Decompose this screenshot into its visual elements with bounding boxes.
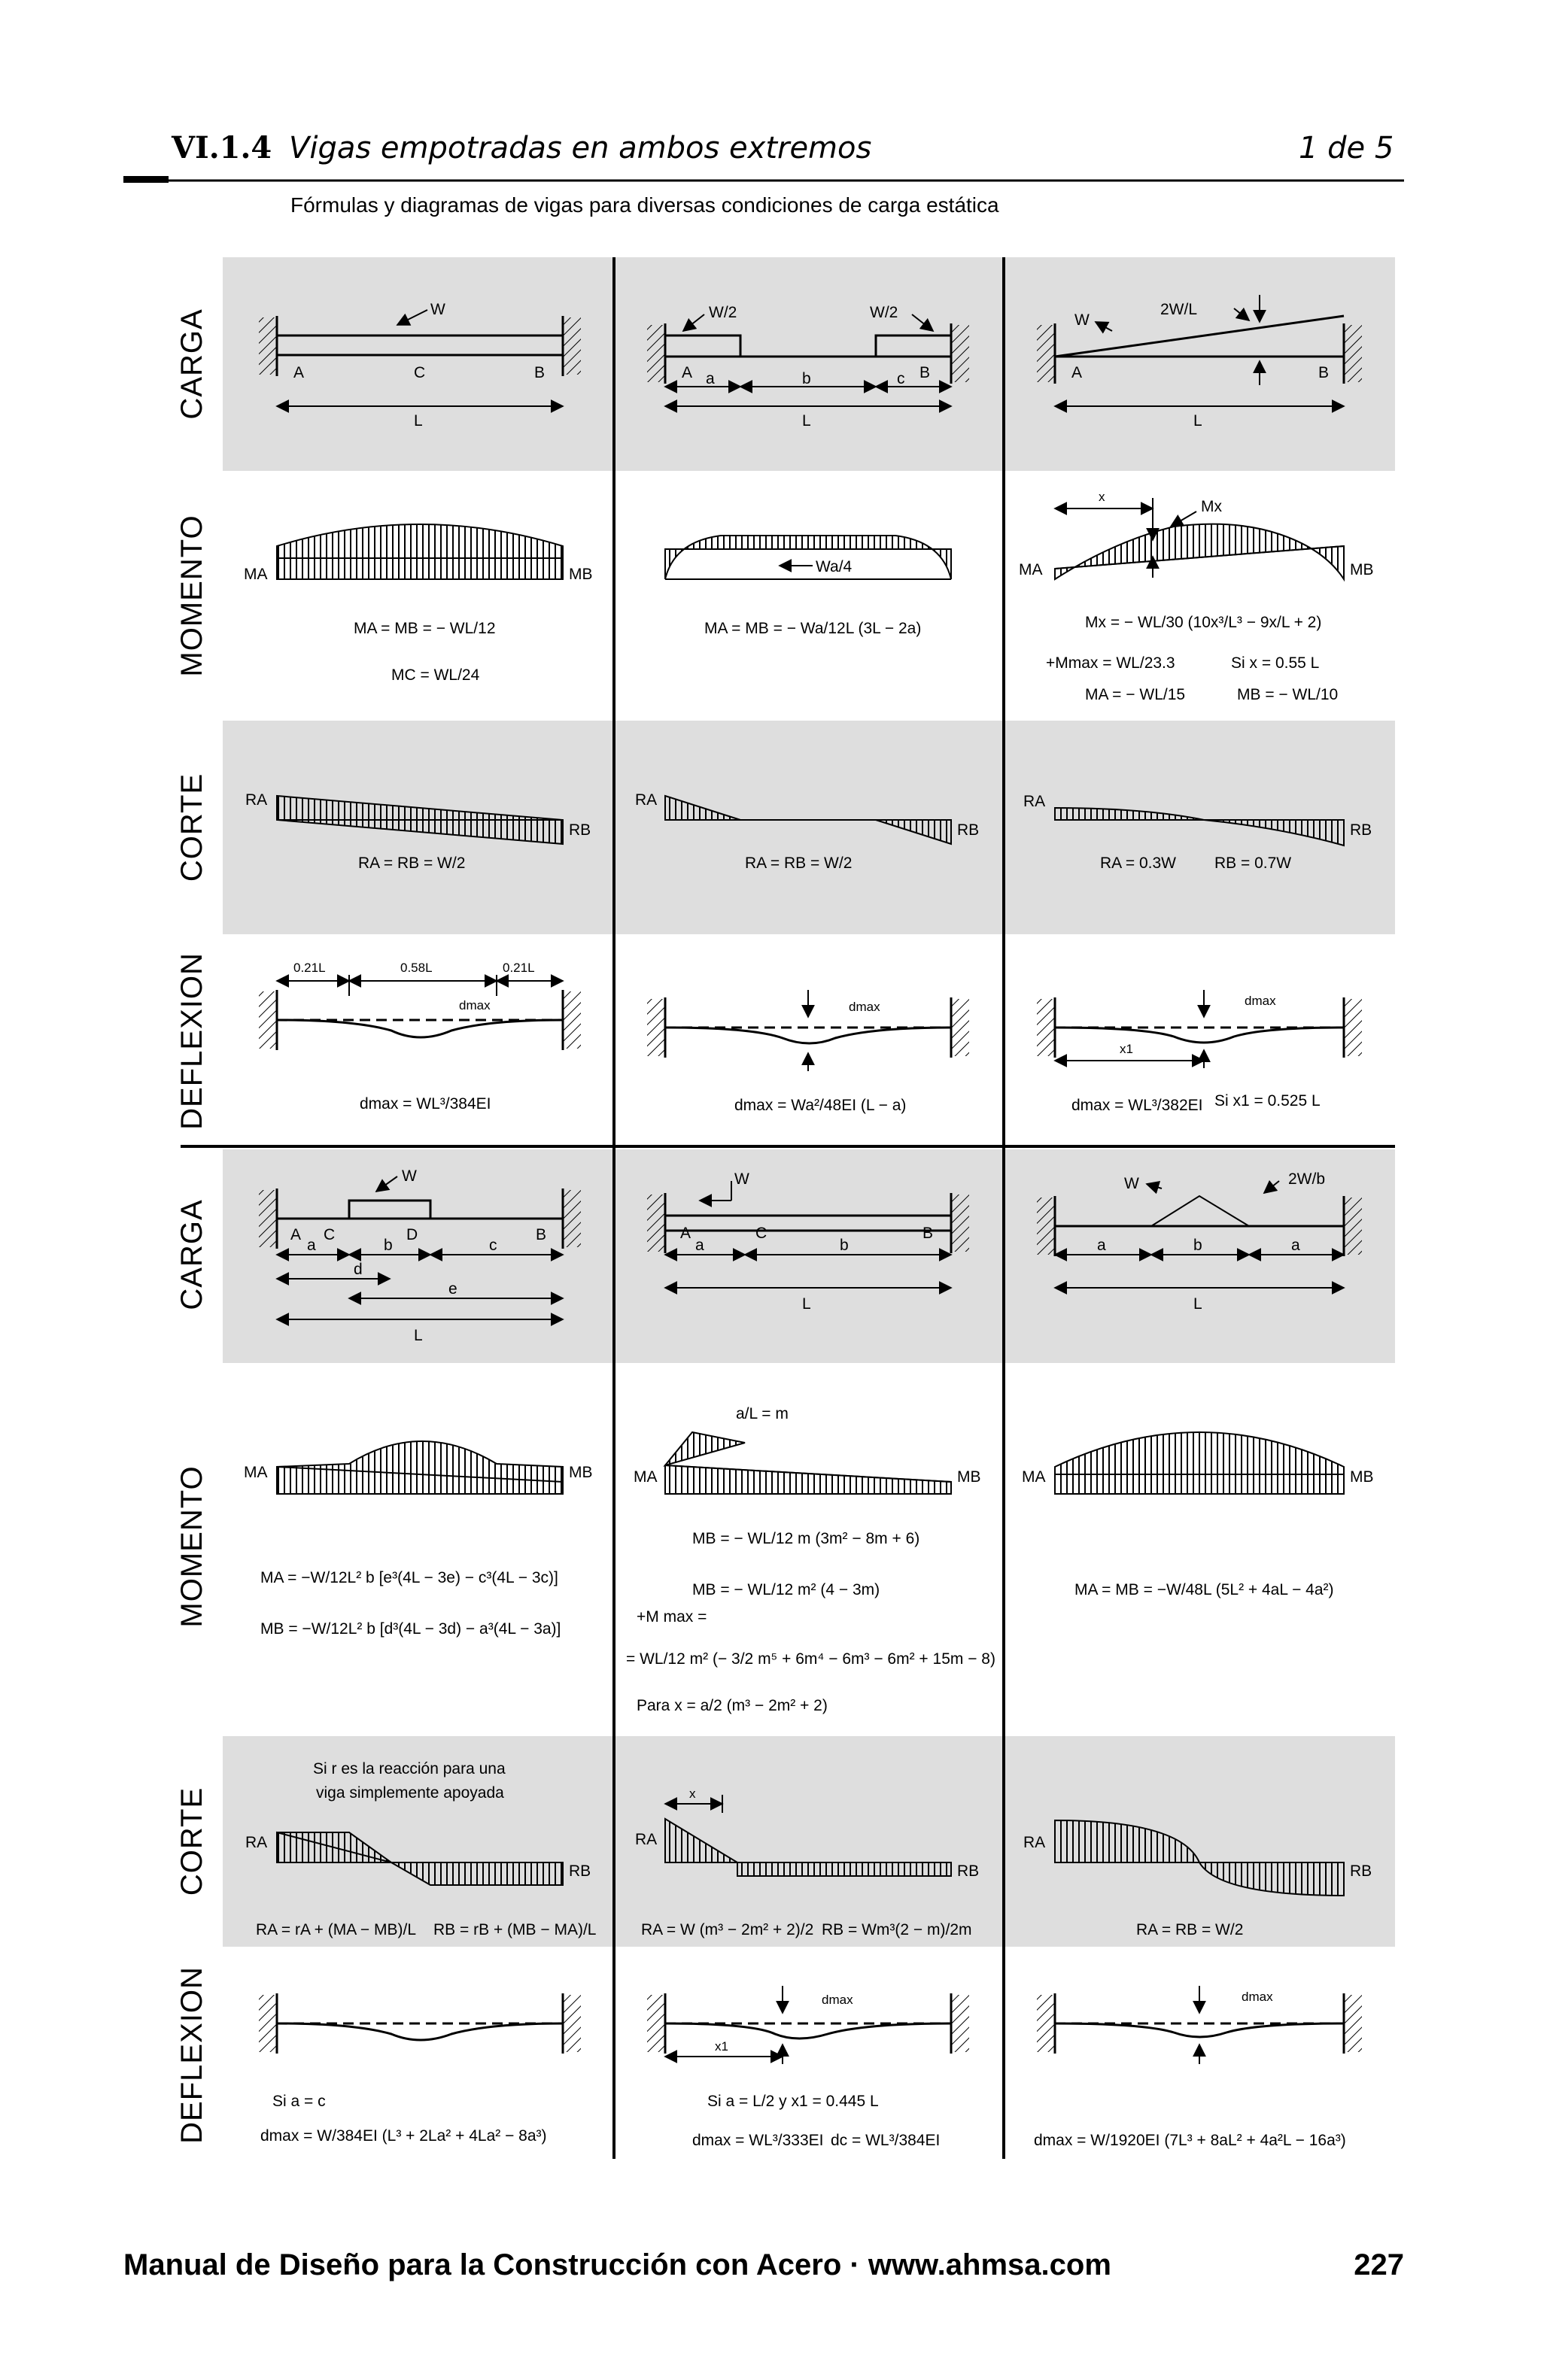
svg-text:A: A	[290, 1226, 302, 1243]
case-5-moment	[626, 1405, 995, 1714]
svg-text:d: d	[354, 1261, 363, 1278]
svg-text:dmax = W/384EI (L³ + 2La² + 4L: dmax = W/384EI (L³ + 2La² + 4La² − 8a³)	[260, 2127, 547, 2145]
svg-text:W: W	[402, 1167, 417, 1185]
svg-text:C: C	[414, 364, 426, 381]
svg-text:RA: RA	[635, 791, 658, 809]
svg-text:A: A	[1071, 364, 1083, 381]
svg-text:e: e	[448, 1280, 457, 1298]
svg-text:dmax: dmax	[822, 1993, 853, 2007]
case-3-deflection	[1037, 990, 1362, 1114]
svg-text:B: B	[922, 1225, 934, 1242]
svg-text:dmax: dmax	[459, 998, 491, 1012]
svg-text:dmax = WL³/382EI: dmax = WL³/382EI	[1071, 1097, 1203, 1114]
case-4-deflection	[259, 1993, 581, 2145]
svg-text:MB: MB	[1350, 1468, 1374, 1486]
svg-text:b: b	[384, 1237, 393, 1254]
svg-text:a: a	[1291, 1237, 1300, 1254]
svg-text:MA: MA	[244, 1464, 268, 1481]
svg-text:a: a	[307, 1237, 316, 1254]
svg-text:RA: RA	[245, 791, 268, 809]
svg-text:a/L = m: a/L = m	[736, 1405, 789, 1422]
svg-text:MA = MB = − Wa/12L (3L − 2a): MA = MB = − Wa/12L (3L − 2a)	[704, 620, 922, 637]
svg-text:MA: MA	[1022, 1468, 1046, 1486]
svg-text:RA = RB = W/2: RA = RB = W/2	[1136, 1921, 1244, 1938]
svg-text:RB: RB	[569, 1862, 591, 1880]
svg-text:x1: x1	[1120, 1042, 1133, 1056]
svg-text:Mx: Mx	[1201, 498, 1222, 515]
row-label-deflexion-2: DEFLEXION	[175, 1966, 208, 2144]
svg-text:RA = RB = W/2: RA = RB = W/2	[745, 855, 853, 872]
svg-text:= WL/12 m² (− 3/2 m⁵ + 6m⁴ − 6: = WL/12 m² (− 3/2 m⁵ + 6m⁴ − 6m³ − 6m² + 15m − 8)	[626, 1650, 995, 1668]
svg-text:RB = Wm³(2 − m)/2m: RB = Wm³(2 − m)/2m	[822, 1921, 972, 1938]
svg-text:L: L	[802, 412, 811, 430]
svg-text:a: a	[695, 1237, 704, 1254]
svg-text:2W/L: 2W/L	[1160, 301, 1198, 318]
svg-text:0.58L: 0.58L	[400, 961, 433, 975]
svg-text:Si x1 = 0.525 L: Si x1 = 0.525 L	[1214, 1092, 1321, 1110]
svg-text:viga simplemente apoyada: viga simplemente apoyada	[316, 1784, 504, 1802]
svg-text:RA: RA	[635, 1831, 658, 1848]
svg-text:B: B	[536, 1226, 547, 1243]
row-label-momento-1: MOMENTO	[175, 515, 208, 677]
svg-text:Si r es la reacción para una: Si r es la reacción para una	[313, 1760, 506, 1777]
svg-text:dmax = W/1920EI (7L³ + 8aL² +: dmax = W/1920EI (7L³ + 8aL² + 4a²L − 16a³)	[1034, 2132, 1346, 2149]
svg-text:W: W	[1074, 311, 1090, 329]
case-5-deflection	[647, 1986, 969, 2149]
svg-text:W/2: W/2	[709, 304, 737, 321]
subtitle: Fórmulas y diagramas de vigas para diversas condiciones de carga estática	[290, 193, 999, 217]
svg-text:a: a	[706, 370, 715, 387]
svg-text:dmax = WL³/384EI: dmax = WL³/384EI	[360, 1095, 491, 1113]
svg-text:MA = − WL/15: MA = − WL/15	[1085, 686, 1186, 703]
svg-text:L: L	[414, 1327, 423, 1344]
svg-text:RA: RA	[1023, 793, 1046, 810]
svg-text:dmax: dmax	[1242, 1990, 1273, 2004]
row-label-deflexion-1: DEFLEXION	[175, 952, 208, 1130]
svg-text:x: x	[689, 1787, 696, 1801]
svg-text:L: L	[1193, 412, 1202, 430]
svg-text:+Mmax = WL/23.3: +Mmax = WL/23.3	[1046, 654, 1175, 672]
row-label-corte-1: CORTE	[175, 773, 208, 882]
svg-text:RA = RB = W/2: RA = RB = W/2	[358, 855, 466, 872]
page-number: 227	[1354, 2248, 1404, 2281]
svg-text:L: L	[414, 412, 423, 430]
svg-text:B: B	[534, 364, 546, 381]
row-label-corte-2: CORTE	[175, 1787, 208, 1896]
case-6-moment	[1022, 1432, 1374, 1598]
svg-text:MA: MA	[244, 566, 268, 583]
case-1-moment	[244, 524, 593, 684]
svg-text:b: b	[1193, 1237, 1202, 1254]
band-carga-2	[223, 1149, 1395, 1363]
svg-text:0.21L: 0.21L	[293, 961, 326, 975]
svg-text:MB: MB	[569, 1464, 593, 1481]
band-carga-1	[223, 257, 1395, 471]
svg-text:MB: MB	[1350, 561, 1374, 578]
svg-text:c: c	[897, 370, 905, 387]
svg-text:D: D	[406, 1226, 418, 1243]
case-6-deflection	[1034, 1986, 1362, 2149]
svg-text:MB = − WL/10: MB = − WL/10	[1237, 686, 1339, 703]
svg-text:dmax = Wa²/48EI (L − a): dmax = Wa²/48EI (L − a)	[734, 1097, 907, 1114]
case-2-moment	[665, 536, 951, 637]
svg-text:RA = rA + (MA − MB)/L: RA = rA + (MA − MB)/L	[256, 1921, 416, 1938]
svg-text:B: B	[1318, 364, 1330, 381]
svg-text:MA = MB = − WL/12: MA = MB = − WL/12	[354, 620, 496, 637]
svg-text:MB = − WL/12 m (3m² − 8m + 6): MB = − WL/12 m (3m² − 8m + 6)	[692, 1530, 920, 1547]
svg-text:Si a = c: Si a = c	[272, 2093, 326, 2110]
svg-text:RB: RB	[1350, 1862, 1372, 1880]
svg-text:b: b	[840, 1237, 849, 1254]
svg-text:RB: RB	[1350, 821, 1372, 839]
svg-text:RB = 0.7W: RB = 0.7W	[1214, 855, 1292, 872]
svg-text:MA: MA	[634, 1468, 658, 1486]
svg-text:W: W	[734, 1170, 749, 1188]
svg-text:MA = −W/12L² b [e³(4L − 3e) −: MA = −W/12L² b [e³(4L − 3e) − c³(4L − 3c)]	[260, 1569, 558, 1586]
svg-text:C: C	[324, 1226, 336, 1243]
svg-text:RB: RB	[957, 821, 980, 839]
svg-text:Si x = 0.55 L: Si x = 0.55 L	[1231, 654, 1320, 672]
svg-text:MC = WL/24: MC = WL/24	[391, 666, 480, 684]
svg-text:MB = −W/12L² b [d³(4L − 3d) −: MB = −W/12L² b [d³(4L − 3d) − a³(4L − 3a)]	[260, 1620, 561, 1638]
svg-text:Mx = − WL/30 (10x³/L³ − 9x/L +: Mx = − WL/30 (10x³/L³ − 9x/L + 2)	[1085, 614, 1322, 631]
svg-text:L: L	[802, 1295, 811, 1313]
svg-text:W: W	[1124, 1175, 1139, 1192]
svg-text:W: W	[430, 301, 445, 318]
svg-text:MB: MB	[569, 566, 593, 583]
svg-text:x1: x1	[715, 2039, 728, 2054]
svg-text:RB: RB	[957, 1862, 980, 1880]
svg-text:A: A	[680, 1225, 691, 1242]
svg-text:c: c	[489, 1237, 497, 1254]
svg-text:MA: MA	[1019, 561, 1043, 578]
svg-text:MB: MB	[957, 1468, 981, 1486]
header-rule-accent	[123, 176, 169, 183]
case-2-deflection	[647, 990, 969, 1114]
svg-text:RA: RA	[245, 1834, 268, 1851]
svg-text:RA: RA	[1023, 1834, 1046, 1851]
svg-text:2W/b: 2W/b	[1288, 1170, 1326, 1188]
section-number: VI.1.4	[172, 130, 272, 165]
svg-text:RA = W (m³ − 2m² + 2)/2: RA = W (m³ − 2m² + 2)/2	[641, 1921, 814, 1938]
svg-text:RA = 0.3W: RA = 0.3W	[1100, 855, 1176, 872]
row-label-carga-1: CARGA	[175, 308, 208, 420]
svg-text:Wa/4: Wa/4	[816, 558, 853, 575]
svg-text:L: L	[1193, 1295, 1202, 1313]
svg-text:MA = MB = −W/48L (5L² + 4aL −: MA = MB = −W/48L (5L² + 4aL − 4a²)	[1074, 1581, 1334, 1598]
svg-text:Para x = a/2 (m³ − 2m² + 2): Para x = a/2 (m³ − 2m² + 2)	[637, 1697, 828, 1714]
svg-text:A: A	[682, 364, 693, 381]
case-1-deflection	[259, 961, 581, 1113]
case-4-moment	[244, 1441, 593, 1638]
svg-text:+M max =: +M max =	[637, 1608, 707, 1626]
svg-text:RB: RB	[569, 821, 591, 839]
svg-text:dmax: dmax	[849, 1000, 880, 1014]
svg-text:a: a	[1097, 1237, 1106, 1254]
page-title: Vigas empotradas en ambos extremos	[289, 131, 872, 165]
page-of: 1 de 5	[1299, 131, 1394, 165]
svg-text:dmax: dmax	[1245, 994, 1276, 1008]
row-label-momento-2: MOMENTO	[175, 1465, 208, 1628]
svg-text:dc = WL³/384EI: dc = WL³/384EI	[831, 2132, 941, 2149]
footer-text: Manual de Diseño para la Construcción con Acero · www.ahmsa.com	[123, 2248, 1111, 2281]
svg-text:W/2: W/2	[870, 304, 898, 321]
svg-text:0.21L: 0.21L	[503, 961, 535, 975]
svg-text:MB = − WL/12 m² (4 − 3m): MB = − WL/12 m² (4 − 3m)	[692, 1581, 880, 1598]
svg-text:x: x	[1099, 490, 1105, 504]
case-3-moment	[1019, 490, 1374, 703]
row-label-carga-2: CARGA	[175, 1199, 208, 1310]
svg-text:B: B	[919, 364, 931, 381]
svg-text:RB = rB + (MB − MA)/L: RB = rB + (MB − MA)/L	[433, 1921, 597, 1938]
svg-text:b: b	[802, 370, 811, 387]
svg-text:C: C	[755, 1225, 767, 1242]
svg-text:Si a = L/2 y x1 = 0.445 L: Si a = L/2 y x1 = 0.445 L	[707, 2093, 879, 2110]
svg-text:dmax = WL³/333EI: dmax = WL³/333EI	[692, 2132, 824, 2149]
svg-text:A: A	[293, 364, 305, 381]
